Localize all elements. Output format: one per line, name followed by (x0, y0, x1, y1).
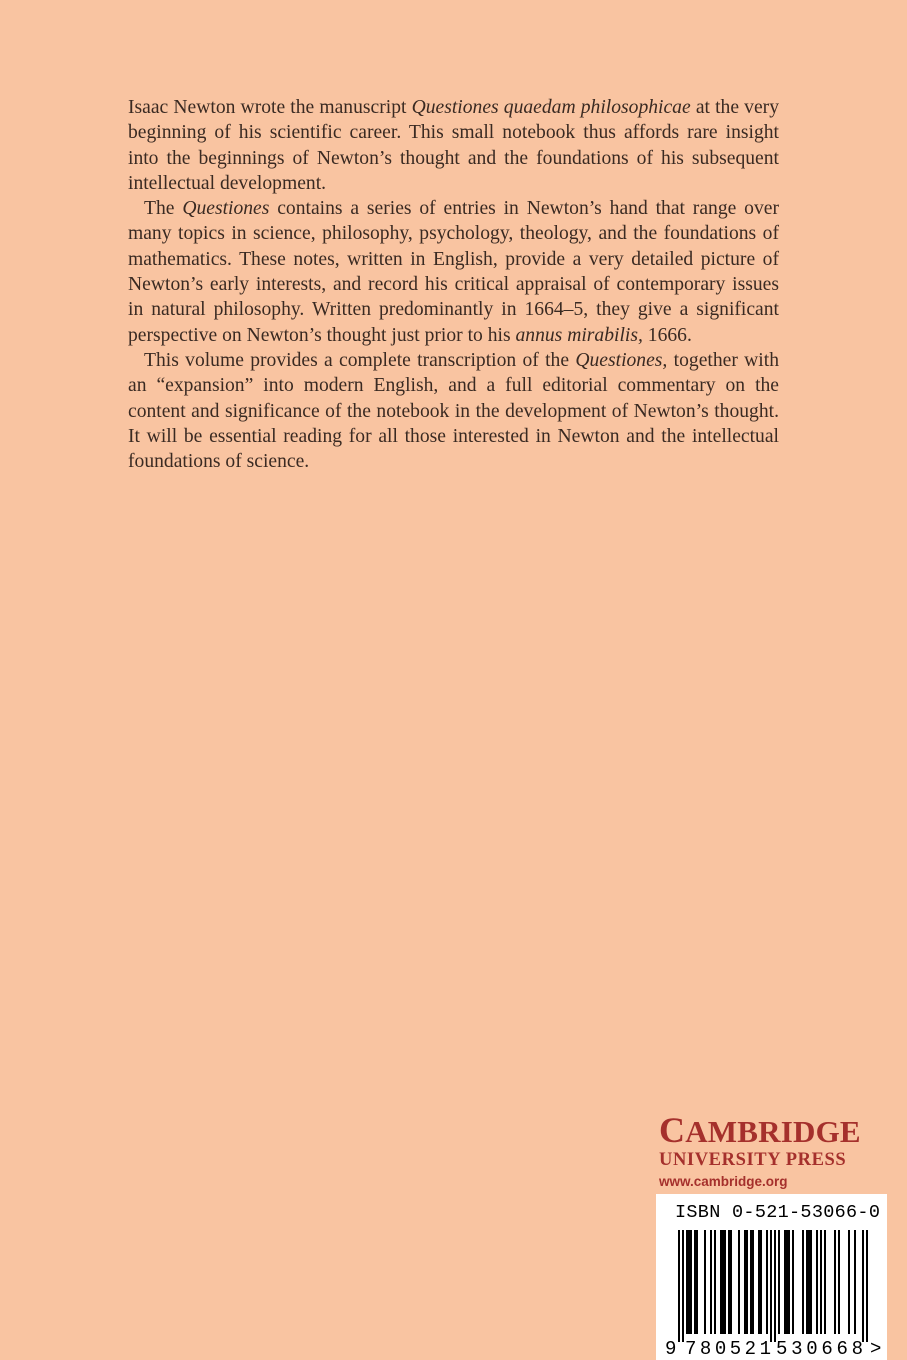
ean-right-digits: 530668 (776, 1338, 863, 1360)
barcode-bar (824, 1230, 826, 1334)
publisher-url: www.cambridge.org (659, 1174, 788, 1189)
barcode-bar (720, 1230, 726, 1334)
barcode-bar (834, 1230, 836, 1334)
barcode-bars (678, 1230, 868, 1342)
barcode-guard-bar (678, 1230, 680, 1342)
barcode-panel (656, 1194, 887, 1360)
barcode-bar (744, 1230, 748, 1334)
barcode-guard-bar (682, 1230, 684, 1342)
questiones-title-2: Questiones, (575, 349, 668, 371)
publisher-name: CAMBRIDGE (659, 1110, 861, 1150)
ean-left-digits: 780521 (685, 1338, 771, 1360)
barcode-bar (854, 1230, 856, 1334)
barcode-bar (766, 1230, 768, 1334)
barcode-guard-bar (770, 1230, 772, 1342)
back-cover-blurb (128, 95, 779, 474)
barcode-bar (784, 1230, 790, 1334)
barcode-bar (806, 1230, 812, 1334)
barcode-bar (758, 1230, 762, 1334)
barcode-bar (738, 1230, 740, 1334)
isbn-label: ISBN 0-521-53066-0 (675, 1202, 881, 1223)
barcode-bar (778, 1230, 780, 1334)
barcode-bar (714, 1230, 716, 1334)
barcode-bar (802, 1230, 804, 1334)
barcode-guard-bar (774, 1230, 776, 1342)
blurb-paragraph-3: This volume provides a complete transcription of the Questiones, together with an “expansion” into modern English, and a full editorial commentary on the content and significance of the notebook in the development of Newton’s thought. It will be essential reading for all those interested in Newton and the intellectual foundations of science. (128, 349, 779, 473)
barcode-guard-bar (862, 1230, 864, 1342)
barcode-bar (704, 1230, 706, 1334)
publisher-subtitle: UNIVERSITY PRESS (659, 1150, 847, 1170)
manuscript-title: Questiones quaedam philosophicae (411, 97, 691, 118)
barcode-bar (694, 1230, 698, 1334)
barcode-bar (750, 1230, 754, 1334)
ean-barcode (656, 1194, 887, 1360)
barcode-bar (820, 1230, 822, 1334)
barcode-bar (848, 1230, 850, 1334)
ean-first-digit: 9 (665, 1338, 677, 1360)
annus-mirabilis: annus mirabilis, (515, 324, 643, 346)
questiones-title: Questiones (182, 198, 270, 220)
barcode-bar (728, 1230, 732, 1334)
barcode-bar (710, 1230, 712, 1334)
barcode-bar (816, 1230, 818, 1334)
barcode-bar (838, 1230, 840, 1334)
ean-quiet-marker: > (870, 1338, 882, 1360)
blurb-paragraph-1: Isaac Newton wrote the manuscript Questiones quaedam philosophicae at the very beginning of his scientific career. This small notebook thus affords rare insight into the beginnings of Newton’s thought and the foundations of his subsequent intellectual development. (128, 97, 779, 194)
blurb-paragraph-2: The Questiones contains a series of entries in Newton’s hand that range over many topics in science, philosophy, psychology, theology, and the foundations of mathematics. These notes, written in English, provide a very detailed picture of Newton’s early interests, and record his critical appraisal of contemporary issues in natural philosophy. Written predominantly in 1664–5, they give a significant perspective on Newton’s thought just prior to his annus mirabilis, 1666. (128, 198, 779, 346)
publisher-logo (659, 1110, 889, 1191)
barcode-bar (686, 1230, 692, 1334)
barcode-guard-bar (866, 1230, 868, 1342)
barcode-bar (792, 1230, 794, 1334)
